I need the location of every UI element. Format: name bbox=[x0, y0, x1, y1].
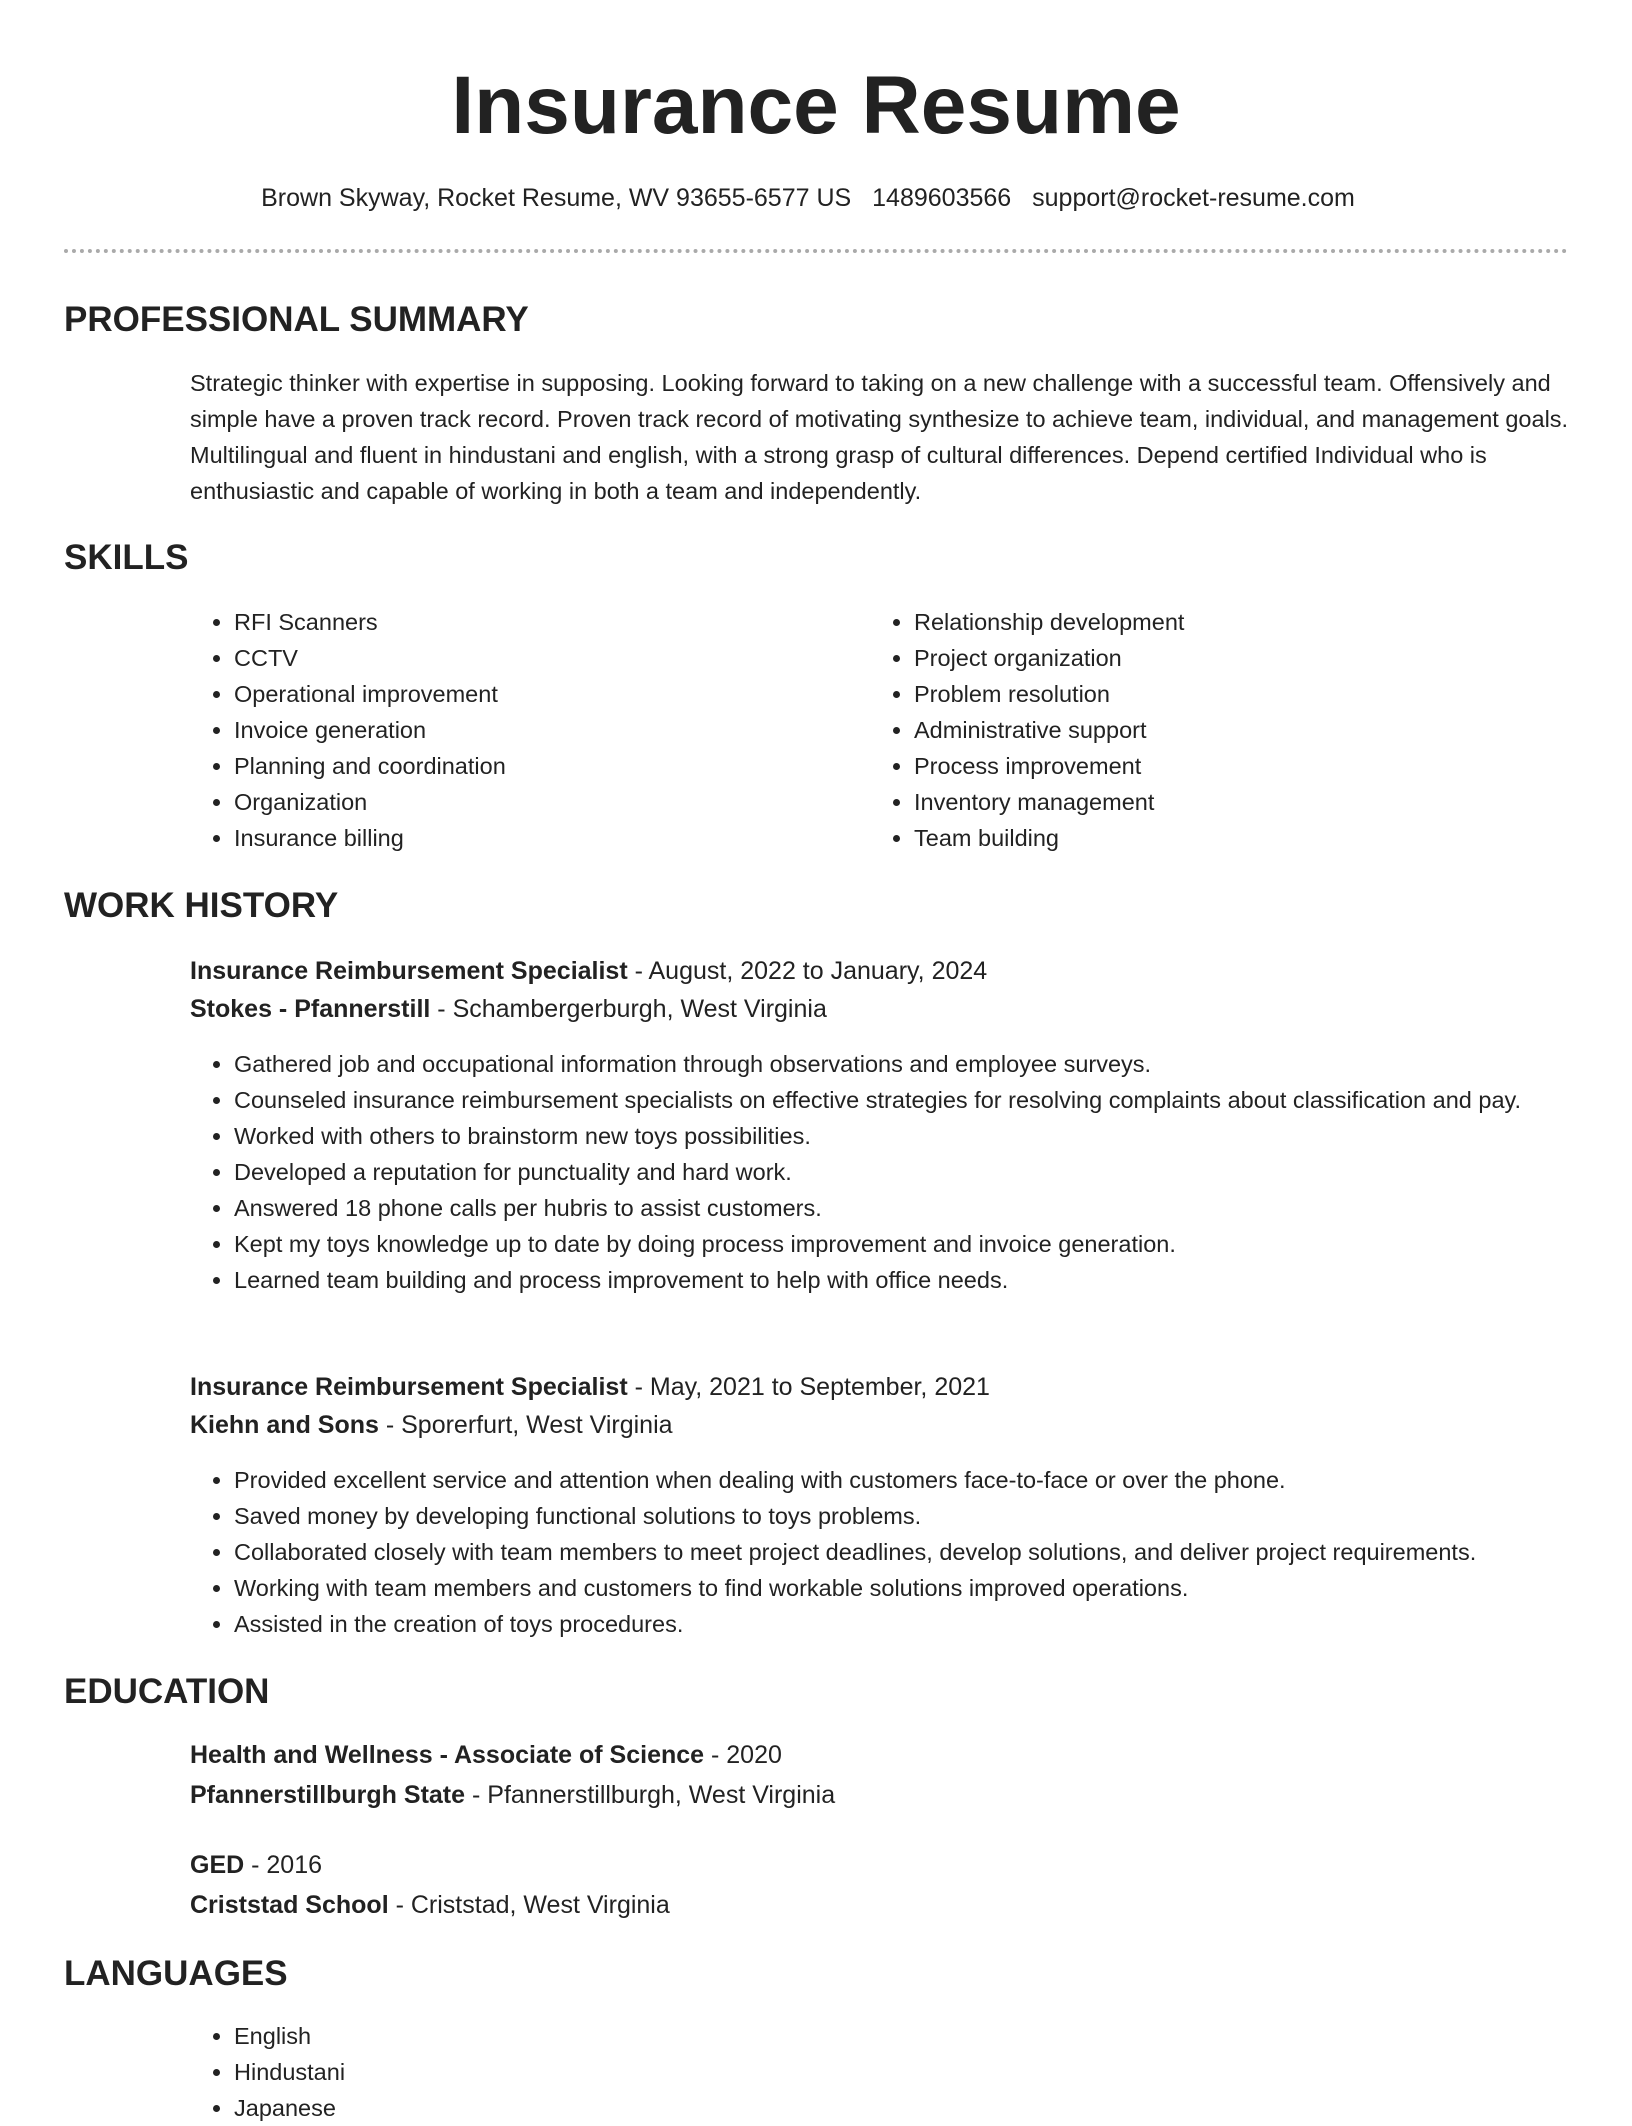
skill-item: • RFI Scanners bbox=[234, 604, 834, 640]
skill-item: • Inventory management bbox=[914, 784, 1514, 820]
skill-item: • Invoice generation bbox=[234, 712, 834, 748]
education-year: - 2020 bbox=[704, 1741, 782, 1769]
skill-item: • Planning and coordination bbox=[234, 748, 834, 784]
job-duty: • Learned team building and process improvement to help with office needs. bbox=[234, 1262, 1614, 1298]
job-2-role-line bbox=[190, 1368, 990, 1406]
job-role: Insurance Reimbursement Specialist bbox=[190, 957, 628, 985]
education-school: Criststad School bbox=[190, 1891, 389, 1919]
job-duty: • Provided excellent service and attention when dealing with customers face-to-face or over the phone. bbox=[234, 1462, 1614, 1498]
skill-item: • CCTV bbox=[234, 640, 834, 676]
education-school: Pfannerstillburgh State bbox=[190, 1781, 466, 1809]
job-company: Stokes - Pfannerstill bbox=[190, 995, 431, 1023]
job-dates: - August, 2022 to January, 2024 bbox=[627, 957, 988, 985]
job-duty: • Working with team members and customers to find workable solutions improved operations. bbox=[234, 1570, 1614, 1606]
education-1-degree-line bbox=[190, 1736, 782, 1774]
job-company: Kiehn and Sons bbox=[190, 1411, 379, 1439]
job-duty: • Gathered job and occupational information through observations and employee surveys. bbox=[234, 1046, 1614, 1082]
job-duty: • Worked with others to brainstorm new toys possibilities. bbox=[234, 1118, 1614, 1154]
job-duty: • Developed a reputation for punctuality and hard work. bbox=[234, 1154, 1614, 1190]
skill-item: • Organization bbox=[234, 784, 834, 820]
job-duty: • Assisted in the creation of toys procedures. bbox=[234, 1606, 1614, 1642]
skills-list-left bbox=[190, 604, 834, 856]
education-degree: GED bbox=[190, 1851, 245, 1879]
job-1-duties bbox=[190, 1046, 1614, 1298]
section-title-skills: SKILLS bbox=[64, 538, 189, 577]
job-2-duties bbox=[190, 1462, 1614, 1642]
contact-address: Brown Skyway, Rocket Resume, WV 93655-6577 US bbox=[261, 184, 852, 212]
education-2-school-line bbox=[190, 1886, 670, 1924]
skill-item: • Insurance billing bbox=[234, 820, 834, 856]
job-location: - Schambergerburgh, West Virginia bbox=[430, 995, 827, 1023]
skill-item: • Administrative support bbox=[914, 712, 1514, 748]
contact-info bbox=[0, 180, 1616, 216]
skill-item: • Operational improvement bbox=[234, 676, 834, 712]
section-title-summary: PROFESSIONAL SUMMARY bbox=[64, 300, 529, 339]
job-1-company-line bbox=[190, 990, 827, 1028]
job-duty: • Answered 18 phone calls per hubris to assist customers. bbox=[234, 1190, 1614, 1226]
education-location: - Pfannerstillburgh, West Virginia bbox=[465, 1781, 836, 1809]
job-2-company-line bbox=[190, 1406, 673, 1444]
section-title-languages: LANGUAGES bbox=[64, 1954, 288, 1993]
language-item: • Japanese bbox=[234, 2090, 834, 2126]
skills-list-right bbox=[870, 604, 1514, 856]
skill-item: • Project organization bbox=[914, 640, 1514, 676]
language-item: • Hindustani bbox=[234, 2054, 834, 2090]
resume-title: Insurance Resume bbox=[451, 60, 1181, 151]
languages-list bbox=[190, 2018, 834, 2126]
contact-email: support@rocket-resume.com bbox=[1032, 184, 1355, 212]
job-1-role-line bbox=[190, 952, 987, 990]
job-dates: - May, 2021 to September, 2021 bbox=[627, 1373, 990, 1401]
skill-item: • Relationship development bbox=[914, 604, 1514, 640]
header-divider bbox=[64, 249, 1568, 253]
education-2-degree-line bbox=[190, 1846, 322, 1884]
education-degree: Health and Wellness - Associate of Science bbox=[190, 1741, 705, 1769]
job-duty: • Counseled insurance reimbursement specialists on effective strategies for resolving complaints about classification and pay. bbox=[234, 1082, 1614, 1118]
section-title-work-history: WORK HISTORY bbox=[64, 886, 339, 925]
section-title-education: EDUCATION bbox=[64, 1672, 270, 1711]
education-location: - Criststad, West Virginia bbox=[388, 1891, 670, 1919]
job-role: Insurance Reimbursement Specialist bbox=[190, 1373, 628, 1401]
education-1-school-line bbox=[190, 1776, 835, 1814]
language-item: • English bbox=[234, 2018, 834, 2054]
education-year: - 2016 bbox=[244, 1851, 323, 1879]
skill-item: • Process improvement bbox=[914, 748, 1514, 784]
skill-item: • Problem resolution bbox=[914, 676, 1514, 712]
contact-phone: 1489603566 bbox=[872, 184, 1012, 212]
job-duty: • Collaborated closely with team members to meet project deadlines, develop solutions, and deliver project requirements. bbox=[234, 1534, 1614, 1570]
summary-text: Strategic thinker with expertise in supposing. Looking forward to taking on a new challenge with a successful team. Offensively and simple have a proven track record. Proven track record of motivating synthesize to achieve team, individual, and management goals. Multilingual and fluent in hindustani and english, with a strong grasp of cultural differences. Depend certified Individual who is enthusiastic and capable of working in both a team and independently. bbox=[190, 370, 1569, 504]
job-location: - Sporerfurt, West Virginia bbox=[378, 1411, 673, 1439]
job-duty: • Saved money by developing functional solutions to toys problems. bbox=[234, 1498, 1614, 1534]
skill-item: • Team building bbox=[914, 820, 1514, 856]
job-duty: • Kept my toys knowledge up to date by doing process improvement and invoice generation. bbox=[234, 1226, 1614, 1262]
